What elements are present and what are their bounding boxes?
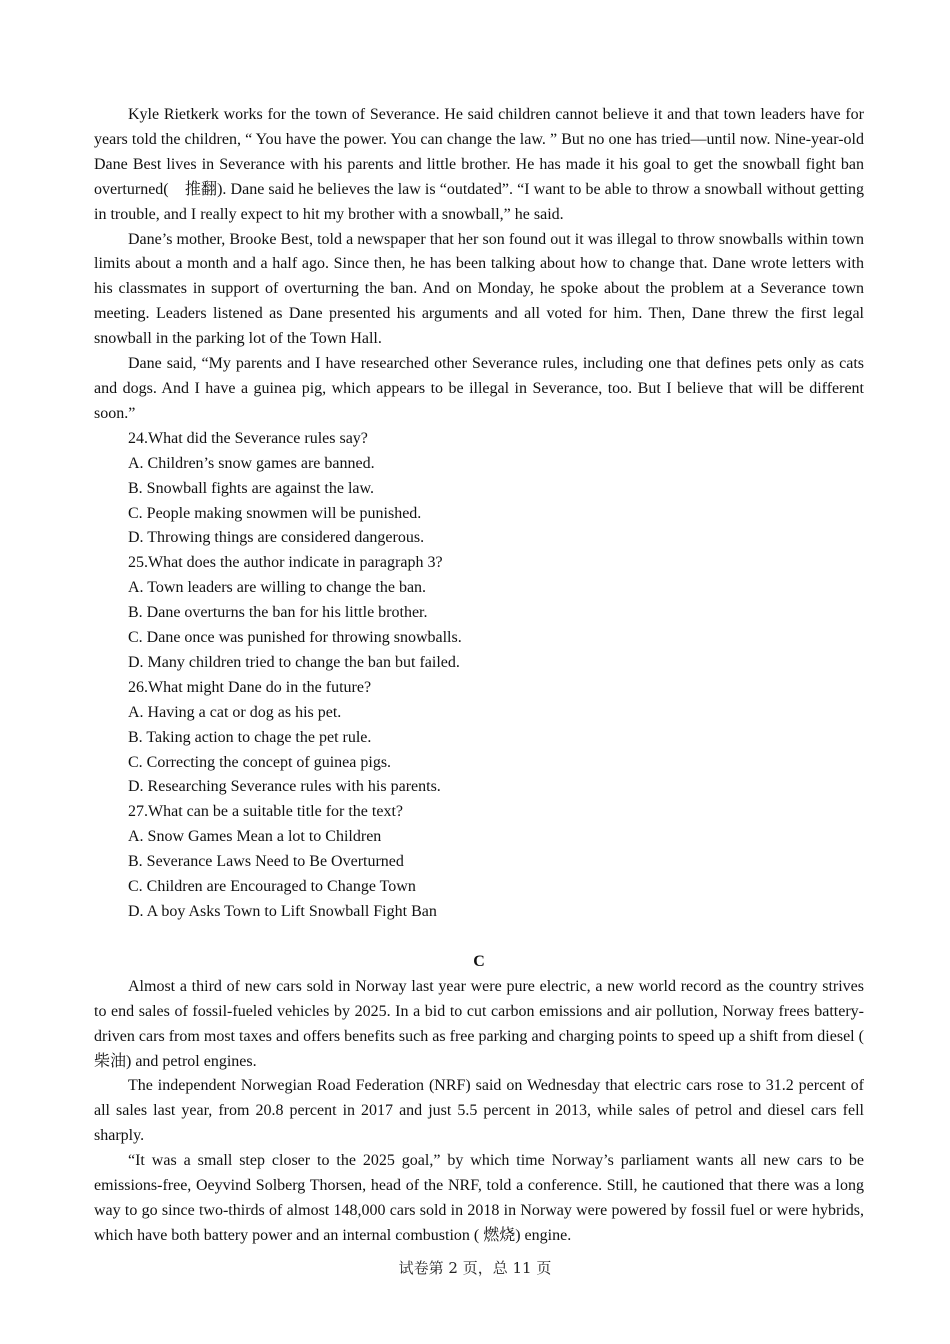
option-b: B. Dane overturns the ban for his little brother. [128,604,428,622]
option-c: C. People making snowmen will be punished. [128,504,422,522]
option-a: A. Snow Games Mean a lot to Children [128,828,382,846]
option-d: D. Researching Severance rules with his parents. [128,778,441,796]
passage-c-paragraph-1: Almost a third of new cars sold in Norway last year were pure electric, a new world record as the country strives to end sales of fossil-fueled vehicles by 2025. In a bid to cut carbon emissions and air pollution, Norway frees battery-driven cars from most taxes and offers benefits such as free parking and charging points to speed up a shift from diesel ( 柴油) and petrol engines. [94,977,881,1070]
option-a: A. Children’s snow games are banned. [128,454,375,472]
option-d: D. Throwing things are considered dangerous. [128,529,425,547]
question-stem: 24.What did the Severance rules say? [128,429,368,447]
question-26 [94,676,864,801]
passage-c-paragraph-2: The independent Norwegian Road Federation (NRF) said on Wednesday that electric cars rose to 31.2 percent of all sales last year, from 20.8 percent in 2017 and just 5.5 percent in 2013, while sales of petrol and diesel cars fell sharply. [94,1077,864,1145]
question-24 [94,427,864,552]
option-b: B. Taking action to chage the pet rule. [128,728,372,746]
passage-c-paragraph-3: “It was a small step closer to the 2025 goal,” by which time Norway’s parliament wants all new cars to be emissions-free, Oeyvind Solberg Thorsen, head of the NRF, told a conference. Still, he cautioned that there was a long way to go since two-thirds of almost 148,000 cars sold in 2018 in Norway were powered by fossil fuel or were hybrids, which have both battery power and an internal combustion ( 燃烧) engine. [94,1152,864,1244]
page-footer: 试卷第 2 页，总 11 页 [398,1259,552,1277]
question-25 [94,551,864,676]
exam-page [94,103,881,1249]
section-title: C [473,952,485,970]
question-stem: 27.What can be a suitable title for the text? [128,803,403,821]
option-a: A. Town leaders are willing to change the ban. [128,579,427,597]
passage-b-paragraph-1: Kyle Rietkerk works for the town of Severance. He said children cannot believe it and that town leaders have for years told the children, “ You have the power. You can change the law. ” But no one has tried—until now. Nine-year-old Dane Best lives in Severance with his parents and little brother. He has made it his goal to get the snowball fight ban overturned( 推翻). Dane said he believes the law is “outdated”. “I want to be able to throw a snowball without getting in trouble, and I really expect to hit my brother with a snowball,” he said. [94,106,864,223]
option-a: A. Having a cat or dog as his pet. [128,703,342,721]
passage-b [94,103,864,925]
option-d: D. Many children tried to change the ban but failed. [128,653,460,671]
passage-b-paragraph-3: Dane said, “My parents and I have researched other Severance rules, including one that defines pets only as cats and dogs. And I have a guinea pig, which appears to be illegal in Severance, too. But I believe that will be different soon.” [94,355,864,422]
question-stem: 25.What does the author indicate in paragraph 3? [128,554,443,572]
question-27 [94,800,864,925]
option-b: B. Severance Laws Need to Be Overturned [128,853,404,871]
passage-b-paragraph-2: Dane’s mother, Brooke Best, told a newspaper that her son found out it was illegal to throw snowballs within town limits about a month and a half ago. Since then, he has been talking about how to change that. Dane wrote letters with his classmates in support of overturning the ban. And on Monday, he spoke about the problem at a Severance town meeting. Leaders listened as Dane presented his arguments and all voted for him. Then, Dane threw the first legal snowball in the parking lot of the Town Hall. [94,230,864,348]
question-stem: 26.What might Dane do in the future? [128,678,372,696]
option-d: D. A boy Asks Town to Lift Snowball Fight Ban [128,903,437,920]
option-c: C. Dane once was punished for throwing snowballs. [128,629,462,647]
option-c: C. Correcting the concept of guinea pigs. [128,753,392,771]
option-c: C. Children are Encouraged to Change Town [128,878,416,896]
passage-c [94,950,881,1249]
option-b: B. Snowball fights are against the law. [128,479,375,497]
